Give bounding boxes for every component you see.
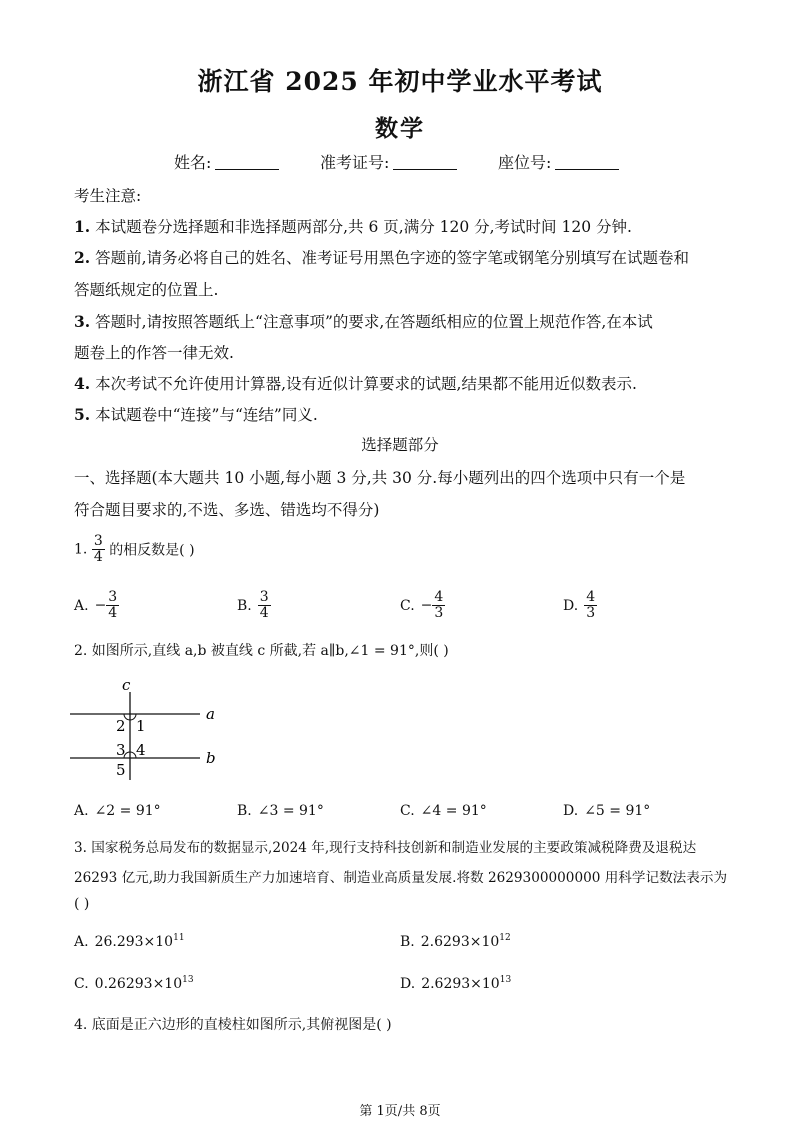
q2-option-b <box>237 803 324 819</box>
question-3-line2: 26293 亿元,助力我国新质生产力加速培育、制造业高质量发展.将数 2629300000000 用科学记数法表示为 <box>74 870 728 886</box>
option-exponent: 13 <box>182 975 194 985</box>
question-2-stem: 2. 如图所示,直线 a,b 被直线 c 所截,若 a∥b,∠1 = 91°,则( ) <box>74 643 449 659</box>
option-label: A. <box>74 803 89 819</box>
option-label: C. <box>74 976 89 992</box>
exam-id-label: 准考证号: <box>320 153 390 172</box>
option-label: D. <box>400 976 416 992</box>
option-label: D. <box>563 597 579 614</box>
option-text: ∠5 = 91° <box>584 803 651 819</box>
notice-text: 本试题卷分选择题和非选择题两部分,共 6 页,满分 120 分,考试时间 120 分钟. <box>95 218 632 236</box>
option-base: 0.26293×10 <box>94 976 183 992</box>
fraction-numerator: 3 <box>259 589 269 605</box>
notice-item-3 <box>74 310 653 332</box>
label-a: a <box>206 705 215 723</box>
parallel-lines-figure <box>70 674 250 784</box>
notice-heading: 考生注意: <box>74 187 142 205</box>
option-label: B. <box>237 803 252 819</box>
question-3-line1: 3. 国家税务总局发布的数据显示,2024 年,现行支持科技创新和制造业发展的主要政策减税降费及退税达 <box>74 840 697 856</box>
q1-option-a <box>74 590 119 621</box>
option-exponent: 13 <box>499 975 512 985</box>
option-exponent: 11 <box>173 933 185 943</box>
section-title: 选择题部分 <box>361 436 439 454</box>
option-label: B. <box>237 597 252 614</box>
fraction-denominator: 4 <box>259 605 269 621</box>
fraction-denominator: 3 <box>586 605 596 621</box>
notice-text-cont: 题卷上的作答一律无效. <box>74 344 234 362</box>
option-label: B. <box>400 934 415 950</box>
question-number: 1. <box>74 541 88 558</box>
seat-label: 座位号: <box>498 153 552 172</box>
exam-title: 浙江省 2025 年初中学业水平考试 <box>197 67 603 96</box>
notice-text: 本次考试不允许使用计算器,设有近似计算要求的试题,结果都不能用近似数表示. <box>95 375 637 393</box>
option-sign: − <box>94 597 107 614</box>
q3-option-b <box>400 933 511 950</box>
angle-3-label: 3 <box>116 741 126 759</box>
seat-blank <box>555 153 619 170</box>
fraction <box>106 590 119 621</box>
option-label: A. <box>74 934 89 950</box>
label-b: b <box>206 749 216 767</box>
question-1 <box>74 534 195 565</box>
q3-option-c <box>74 975 194 992</box>
notice-text: 本试题卷中“连接”与“连结”同义. <box>95 406 318 424</box>
notice-text-cont: 答题纸规定的位置上. <box>74 281 219 299</box>
notice-num: 5. <box>74 405 91 424</box>
option-text: ∠4 = 91° <box>420 803 487 819</box>
notice-item-4 <box>74 372 637 394</box>
option-text: ∠3 = 91° <box>257 803 324 819</box>
name-blank <box>215 153 279 170</box>
fraction <box>432 590 445 621</box>
option-label: C. <box>400 803 415 819</box>
notice-text: 答题前,请务必将自己的姓名、准考证号用黑色字迹的签字笔或钢笔分别填写在试题卷和 <box>95 249 690 267</box>
notice-num: 3. <box>74 312 91 331</box>
notice-num: 2. <box>74 248 91 267</box>
fraction-numerator: 4 <box>586 589 596 605</box>
question-stem: 的相反数是( ) <box>109 542 195 559</box>
notice-item-5 <box>74 403 318 425</box>
fraction-numerator: 3 <box>93 533 103 549</box>
option-label: C. <box>400 597 415 614</box>
fraction-denominator: 4 <box>93 549 103 565</box>
name-label: 姓名: <box>174 153 212 172</box>
q1-option-b <box>237 590 271 621</box>
notice-num: 4. <box>74 374 91 393</box>
q1-option-c <box>400 590 445 621</box>
q1-option-d <box>563 590 597 621</box>
option-exponent: 12 <box>499 933 511 943</box>
q3-option-a <box>74 933 185 950</box>
option-base: 2.6293×10 <box>421 976 500 992</box>
exam-id-field <box>320 150 457 173</box>
notice-item-2 <box>74 246 689 268</box>
fraction-numerator: 3 <box>108 589 118 605</box>
angle-2-label: 2 <box>116 717 126 735</box>
q2-option-c <box>400 803 487 819</box>
subject-title: 数学 <box>375 115 425 142</box>
option-base: 26.293×10 <box>94 934 174 950</box>
fraction <box>258 590 271 621</box>
page-footer: 第 1页/共 8页 <box>359 1104 441 1119</box>
question-3-line3: ( ) <box>74 896 90 912</box>
question-4-stem: 4. 底面是正六边形的直棱柱如图所示,其俯视图是( ) <box>74 1017 392 1033</box>
label-c: c <box>122 676 131 694</box>
fraction-denominator: 3 <box>434 605 444 621</box>
fraction-numerator: 4 <box>434 589 444 605</box>
angle-1-label: 1 <box>136 717 146 735</box>
option-base: 2.6293×10 <box>420 934 500 950</box>
q2-option-a <box>74 803 161 819</box>
fraction-denominator: 4 <box>108 605 118 621</box>
part-instructions-line1: 一、选择题(本大题共 10 小题,每小题 3 分,共 30 分.每小题列出的四个选项中只有一个是 <box>74 469 686 487</box>
fraction <box>584 590 597 621</box>
option-label: D. <box>563 803 579 819</box>
notice-text: 答题时,请按照答题纸上“注意事项”的要求,在答题纸相应的位置上规范作答,在本试 <box>95 313 653 331</box>
q2-option-d <box>563 803 650 819</box>
angle-5-label: 5 <box>116 761 126 779</box>
part-instructions-line2: 符合题目要求的,不选、多选、错选均不得分) <box>74 501 380 519</box>
angle-4-label: 4 <box>136 741 146 759</box>
option-text: ∠2 = 91° <box>94 803 161 819</box>
seat-field <box>498 150 619 173</box>
option-label: A. <box>74 597 89 614</box>
exam-id-blank <box>393 153 457 170</box>
notice-num: 1. <box>74 217 91 236</box>
option-sign: − <box>420 597 433 614</box>
fraction <box>92 534 105 565</box>
name-field <box>174 150 279 173</box>
notice-item-1 <box>74 215 632 237</box>
q3-option-d <box>400 975 511 992</box>
